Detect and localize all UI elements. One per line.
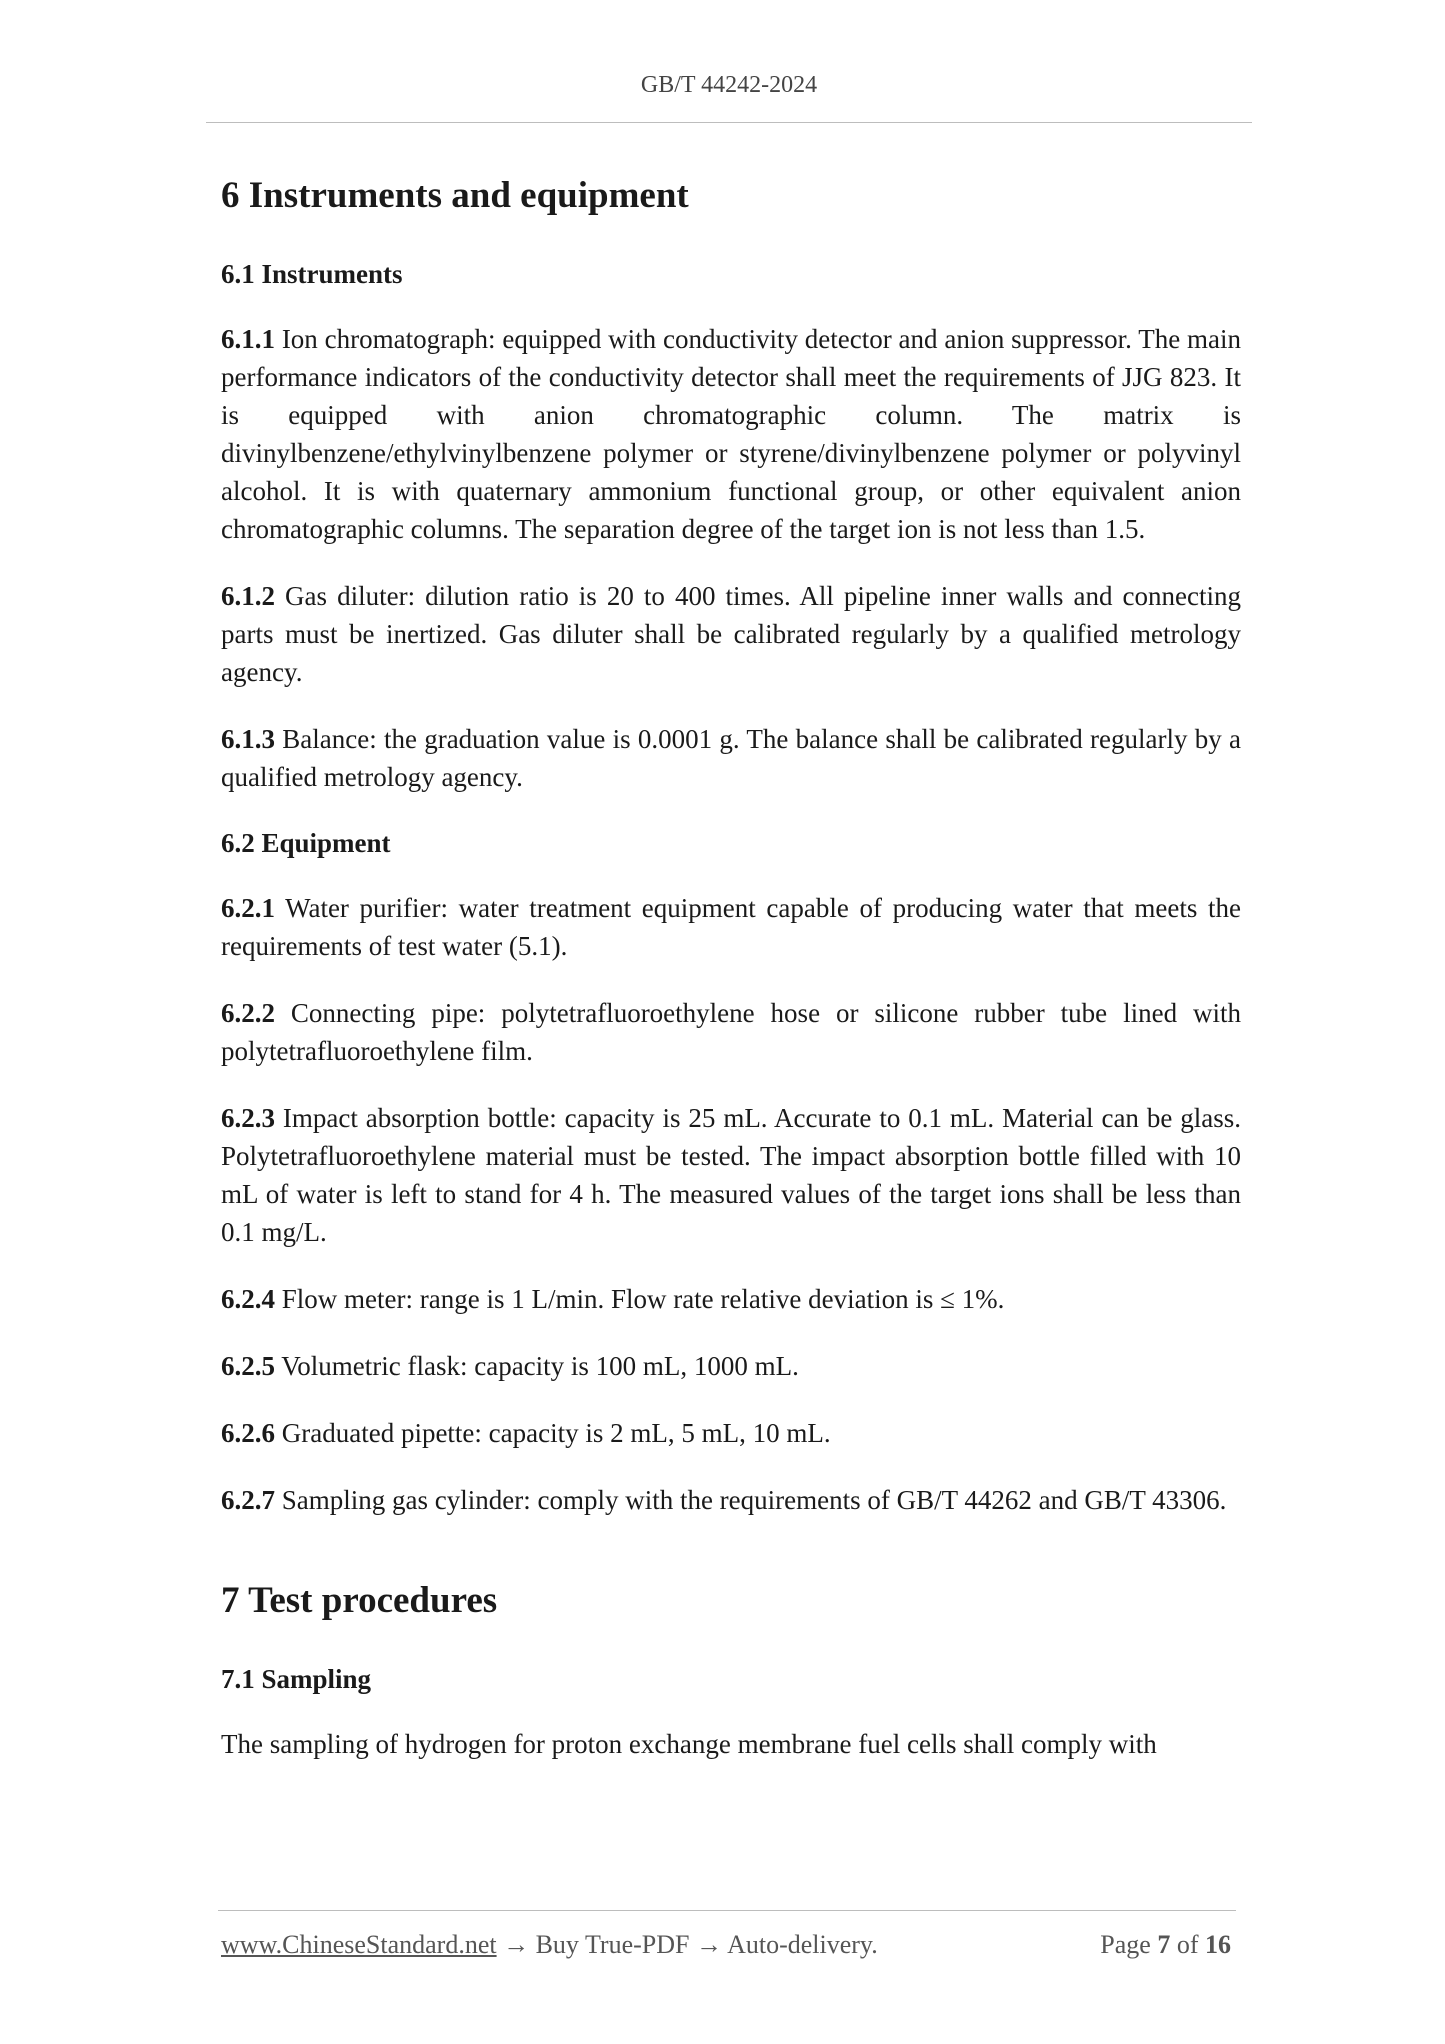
footer-promo [221, 1930, 878, 1960]
clause-number: 6.1.1 [221, 324, 275, 354]
arrow-icon: → [689, 1930, 728, 1959]
clause-number: 6.2.7 [221, 1485, 275, 1515]
clause-6-2-5 [221, 1347, 1241, 1385]
total-pages: 16 [1205, 1930, 1231, 1959]
clause-number: 6.1.3 [221, 724, 275, 754]
auto-delivery-text: Auto-delivery. [727, 1930, 878, 1959]
of-label: of [1170, 1930, 1205, 1959]
clause-number: 6.2.1 [221, 893, 275, 923]
clause-text: Connecting pipe: polytetrafluoroethylene hose or silicone rubber tube lined with polytetrafluoroethylene film. [221, 998, 1241, 1066]
footer-divider [218, 1910, 1236, 1911]
clause-6-2-6 [221, 1414, 1241, 1452]
section-7-1-heading: 7.1 Sampling [221, 1664, 372, 1694]
clause-number: 6.2.4 [221, 1284, 275, 1314]
clause-text: Volumetric flask: capacity is 100 mL, 1000 mL. [275, 1351, 799, 1381]
clause-number: 6.2.3 [221, 1103, 275, 1133]
clause-text: Balance: the graduation value is 0.0001 g. The balance shall be calibrated regularly by a qualified metrology agency. [221, 724, 1241, 792]
clause-text: Flow meter: range is 1 L/min. Flow rate relative deviation is ≤ 1%. [275, 1284, 1005, 1314]
section-6-heading: 6 Instruments and equipment [221, 175, 689, 216]
clause-6-1-3 [221, 720, 1241, 796]
section-7-heading: 7 Test procedures [221, 1580, 498, 1621]
clause-number: 6.2.2 [221, 998, 275, 1028]
clause-6-2-7 [221, 1481, 1241, 1519]
section-6-2-heading: 6.2 Equipment [221, 828, 391, 858]
website-link[interactable]: www.ChineseStandard.net [221, 1930, 497, 1959]
clause-6-2-2 [221, 994, 1241, 1070]
document-header: GB/T 44242-2024 [640, 72, 818, 98]
clause-text: Gas diluter: dilution ratio is 20 to 400 times. All pipeline inner walls and connecting parts must be inertized. Gas diluter shall be calibrated regularly by a qualified metrology agency. [221, 581, 1241, 687]
clause-6-1-1 [221, 320, 1241, 548]
header-divider [206, 122, 1252, 123]
page-label: Page [1100, 1930, 1158, 1959]
clause-number: 6.1.2 [221, 581, 275, 611]
clause-number: 6.2.5 [221, 1351, 275, 1381]
clause-7-1-text: The sampling of hydrogen for proton exchange membrane fuel cells shall comply with [221, 1729, 1157, 1759]
clause-number: 6.2.6 [221, 1418, 275, 1448]
clause-6-1-2 [221, 577, 1241, 691]
clause-6-2-3 [221, 1099, 1241, 1251]
clause-text: Graduated pipette: capacity is 2 mL, 5 mL, 10 mL. [275, 1418, 831, 1448]
clause-6-2-1 [221, 889, 1241, 965]
buy-pdf-text: Buy True-PDF [535, 1930, 690, 1959]
arrow-icon: → [496, 1930, 536, 1959]
clause-text: Water purifier: water treatment equipment capable of producing water that meets the requirements of test water (5.1). [221, 893, 1241, 961]
page-indicator [1100, 1930, 1231, 1960]
clause-6-2-4 [221, 1280, 1241, 1318]
section-6-1-heading: 6.1 Instruments [221, 259, 403, 289]
document-body [221, 172, 1241, 1792]
clause-text: Ion chromatograph: equipped with conductivity detector and anion suppressor. The main performance indicators of the conductivity detector shall meet the requirements of JJG 823. It is equipped with anion chromatographic column. The matrix is divinylbenzene/ethylvinylbenzene polymer or styrene/divinylbenzene polymer or polyvinyl alcohol. It is with quaternary ammonium functional group, or other equivalent anion chromatographic columns. The separation degree of the target ion is not less than 1.5. [221, 324, 1241, 544]
clause-text: Sampling gas cylinder: comply with the requirements of GB/T 44262 and GB/T 43306. [275, 1485, 1227, 1515]
current-page: 7 [1157, 1930, 1171, 1959]
clause-text: Impact absorption bottle: capacity is 25 mL. Accurate to 0.1 mL. Material can be glass. Polytetrafluoroethylene material must be tested. The impact absorption bottle filled with 10 mL of water is left to stand for 4 h. The measured values of the target ions shall be less than 0.1 mg/L. [221, 1103, 1241, 1247]
